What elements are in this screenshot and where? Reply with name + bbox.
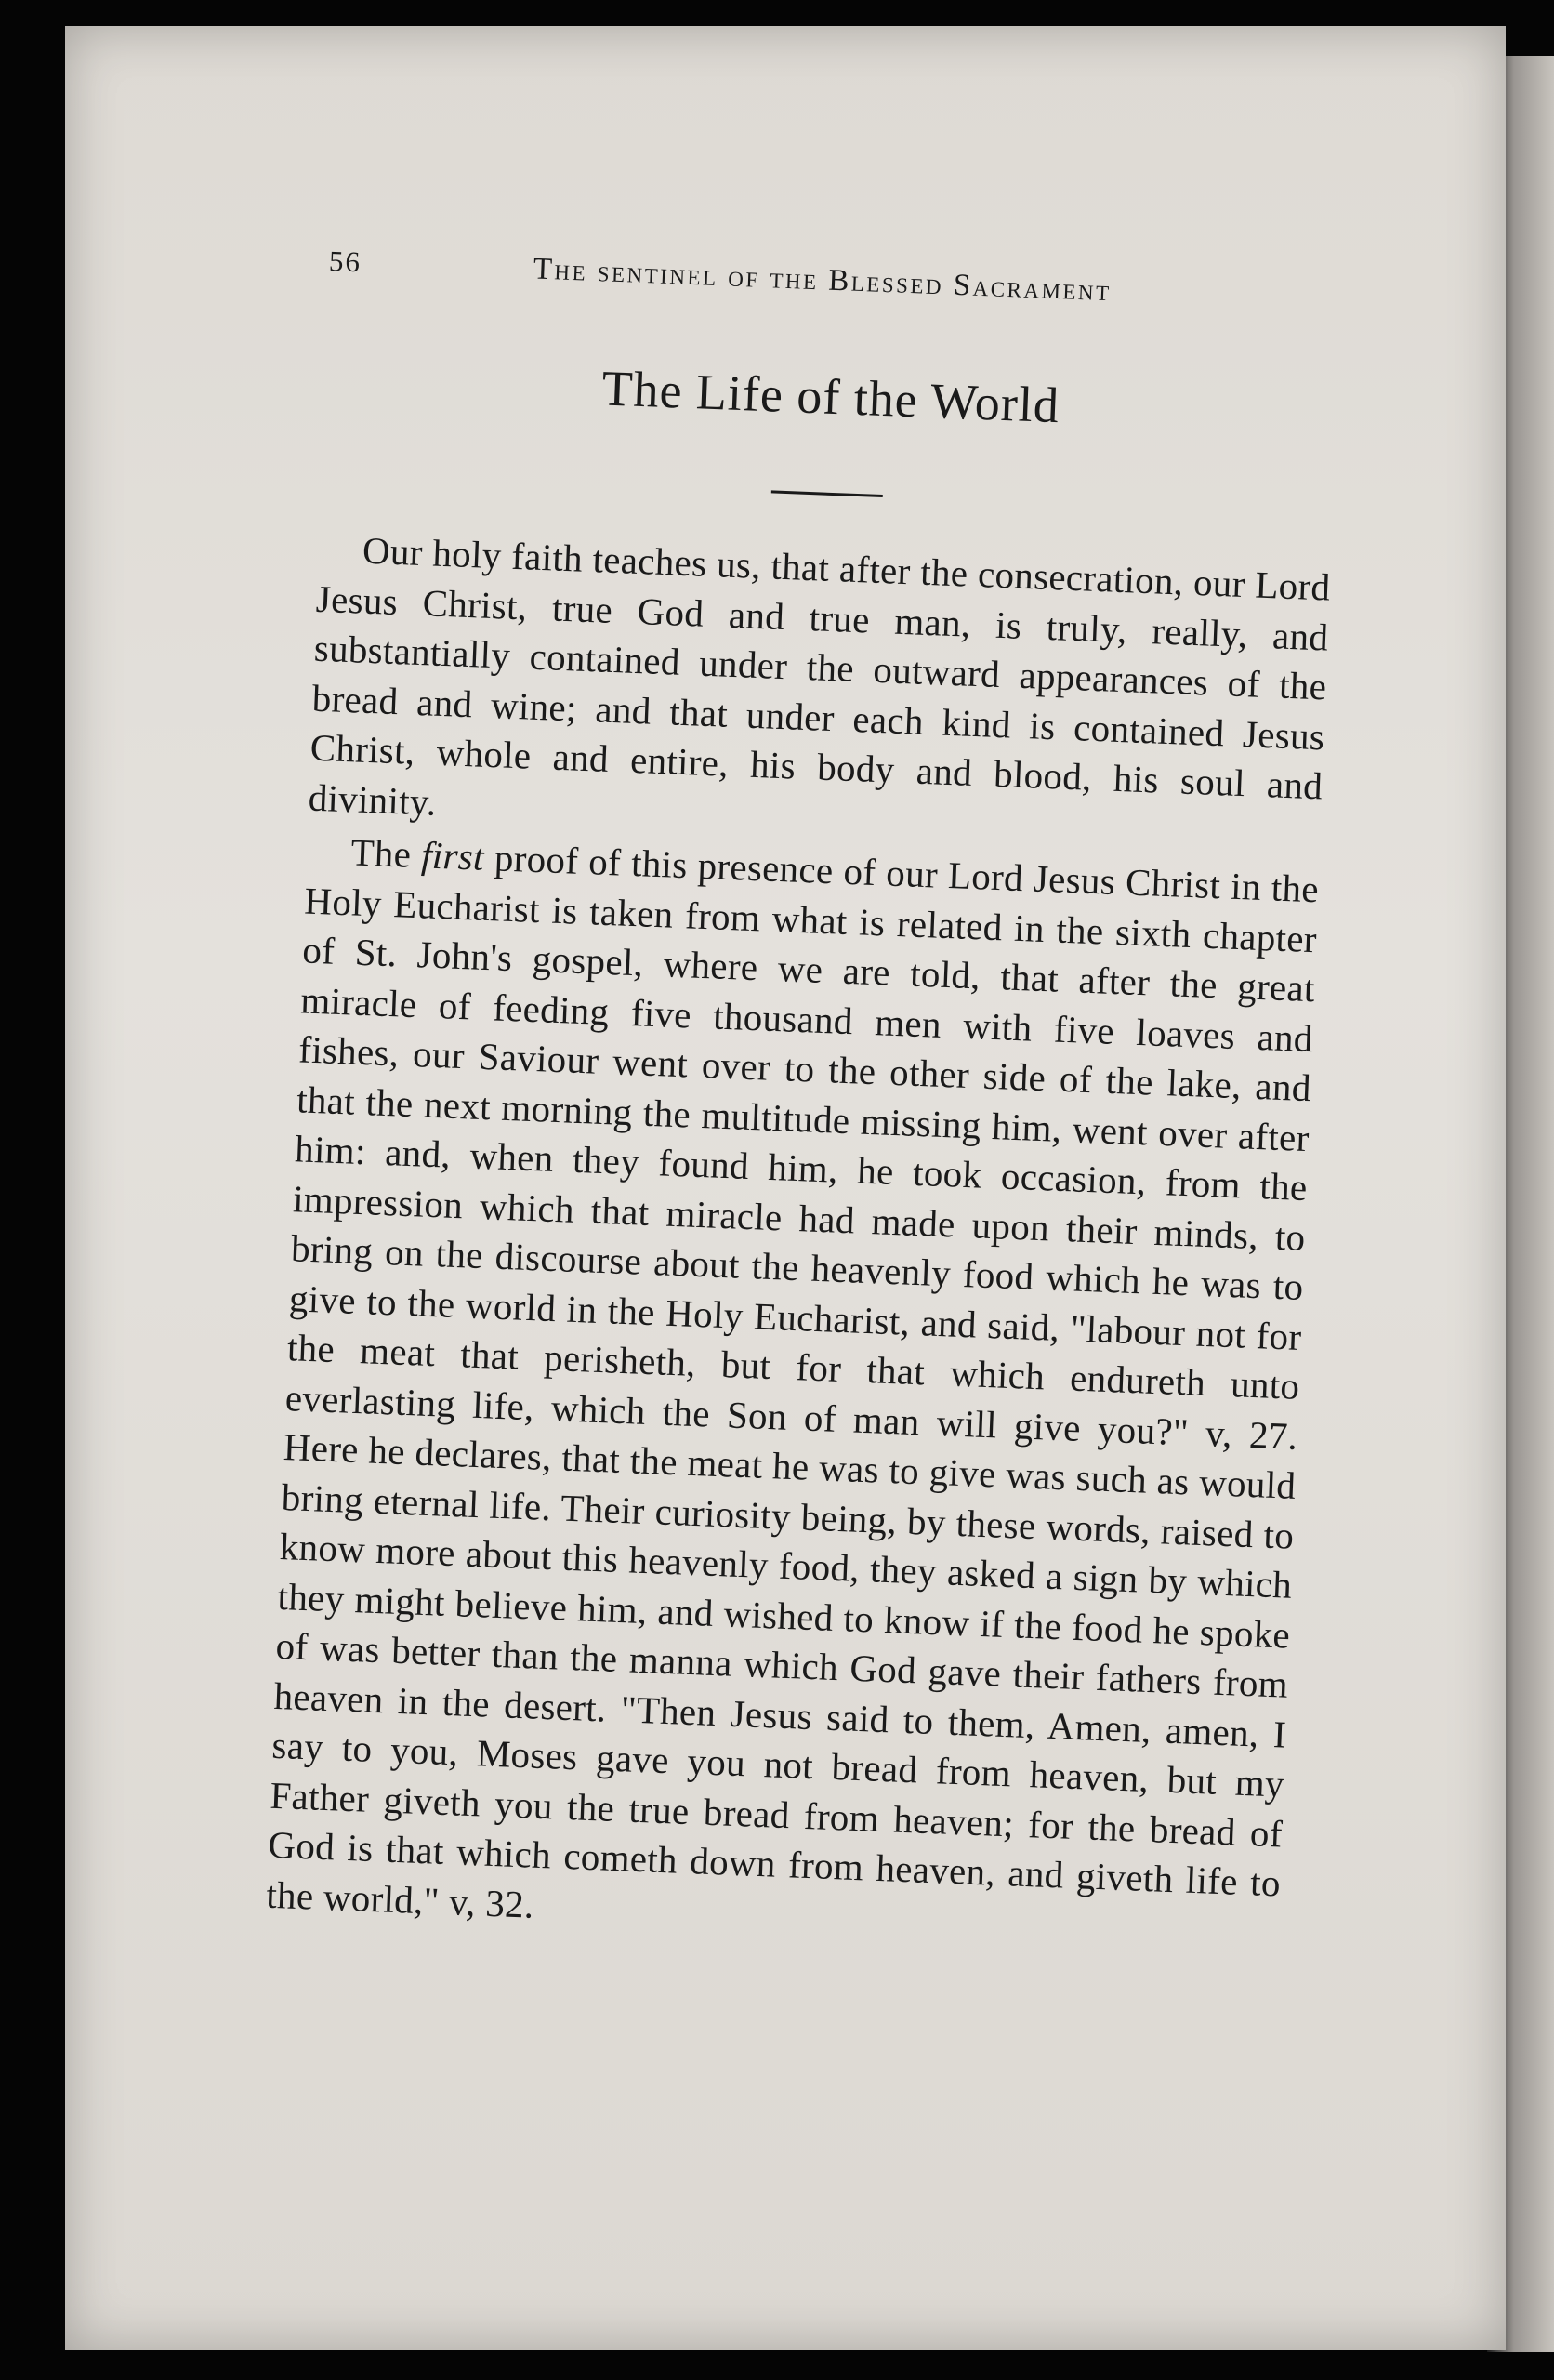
page-content — [265, 237, 1342, 1959]
paragraph-2-lead: The — [349, 830, 423, 877]
paragraph-2-emphasis: first — [420, 833, 485, 879]
title-rule-divider — [771, 490, 883, 497]
paragraph-1-text: Our holy faith teaches us, that after the consecration, our Lord Jesus Christ, true God and true man, is truly, really, and substantially contained under the outward appearances of the bread and wine; and that under each kind is contained Jesus Christ, whole and entire, his body and blood, his soul and divinity. — [307, 528, 1332, 824]
page-number: 56 — [328, 244, 362, 279]
running-title: The sentinel of the Blessed Sacrament — [533, 252, 1113, 309]
article-title: The Life of the World — [600, 360, 1061, 434]
paragraph-1 — [308, 524, 1332, 862]
paragraph-2-text: proof of this presence of our Lord Jesus Christ in the Holy Eucharist is taken from what is related in the sixth chapter of St. John's gospel, where we are told, that after the great miracle of feeding five thousand men with five loaves and fishes, our Saviour went over to the other side of the lake, and that the next morning the multitude missing him, went over after him: and, when they found him, he took occasion, from the impression which that miracle had made upon their minds, to bring on the discourse about the heavenly food which he was to give to the world in the Holy Eucharist, and said, "labour not for the meat that perisheth, but for that which endureth unto everlasting life, which the Son of man will give you?" v, 27. Here he declares, that the meat he was to give was such as would bring eternal life. Their curiosity being, by these words, raised to know more about this heavenly food, they asked a sign by which they might believe him, and wished to know if the food he spoke of was better than the manna which God gave their fathers from heaven in the desert. "Then Jesus said to them, Amen, amen, I say to you, Moses gave you not bread from heaven, but my Father giveth you the true bread from heaven; for the bread of God is that which cometh down from heaven, and giveth life to the world," v, 32. — [265, 835, 1320, 1926]
paragraph-2 — [265, 826, 1319, 1959]
